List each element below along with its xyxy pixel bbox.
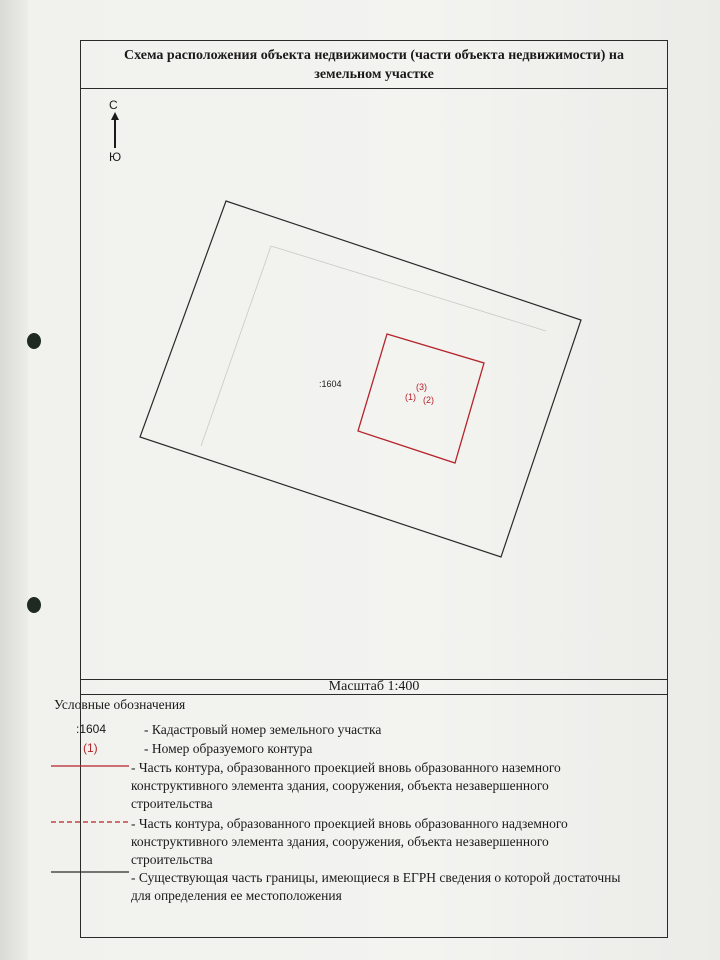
compass-north-label: С [109, 98, 118, 112]
contour-label-1: (1) [405, 392, 416, 402]
legend-dashed-red-line-icon [51, 819, 131, 825]
document-frame [54, 40, 668, 938]
legend-text: - Кадастровый номер земельного участка [144, 722, 382, 737]
parcel-cadastral-label: :1604 [319, 379, 342, 389]
contour-label-3: (3) [416, 382, 427, 392]
binder-hole [27, 597, 41, 613]
scale-label: Масштаб 1:400 [81, 679, 667, 695]
legend-symbol-cadastral: :1604 [76, 722, 107, 736]
legend-text: - Часть контура, образованного проекцией вновь образованного надземного конструктивного элемента здания, сооружения, объекта незавершенного строительства [131, 816, 568, 867]
faint-inner-line [271, 246, 546, 331]
legend-solid-black-line-icon [51, 869, 131, 875]
new-contour [358, 334, 484, 463]
land-parcel-boundary [140, 201, 581, 557]
faint-inner-line [201, 246, 271, 446]
legend-text: - Номер образуемого контура [144, 741, 313, 756]
legend-symbol-contour-number: (1) [83, 741, 98, 755]
legend-title: Условные обозначения [54, 697, 186, 712]
page-edge [0, 0, 28, 960]
binder-hole [27, 333, 41, 349]
legend-solid-red-line-icon [51, 763, 131, 769]
compass-south-label: Ю [109, 150, 122, 164]
legend-text: - Часть контура, образованного проекцией вновь образованного наземного конструктивного элемента здания, сооружения, объекта незавершенного строительства [131, 760, 561, 811]
scheme-drawing [81, 41, 669, 671]
document-title: Схема расположения объекта недвижимости (части объекта недвижимости) на земельном участке [81, 41, 667, 89]
contour-label-2: (2) [423, 395, 434, 405]
legend-text: - Существующая часть границы, имеющиеся в ЕГРН сведения о которой достаточны для определения ее местоположения [131, 870, 621, 903]
